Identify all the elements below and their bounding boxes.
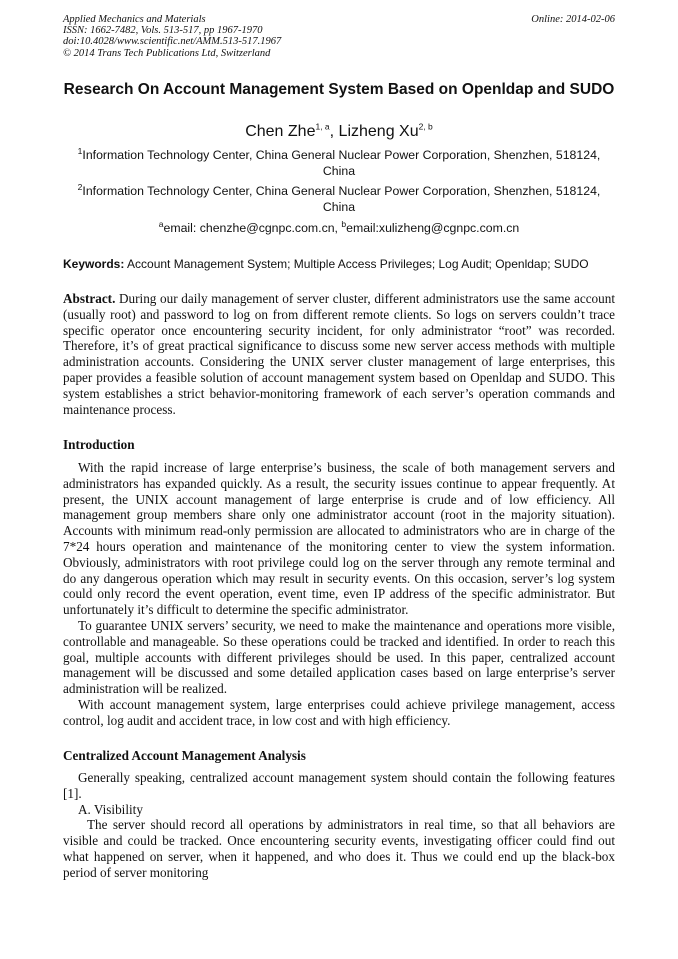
abstract-text: During our daily management of server cluster, different administrators use the same account (usually root) and password to log on from different remote clients. So logs on servers couldn’t trace specific operator once encountering security incident, for only administrator “root” was recorded. Therefore, it’s of great practical significance to discuss some new server access methods with multiple administration accounts. Considering the UNIX server cluster management of large enterprises, this paper provides a feasible solution of account management system based on Openldap and SUDO. This system establishes a strict behavior-monitoring framework of each server’s operation commands and maintenance process. <box>63 291 615 417</box>
email-a: email: chenzhe@cgnpc.com.cn, <box>163 221 342 235</box>
intro-paragraph: With the rapid increase of large enterprise’s business, the scale of both management servers and administrators has expanded quickly. As a result, the security issues continue to appear frequently. At present, the UNIX account management of large enterprise is crude and of low efficiency. All management group members share only one administrator account (root in the majority situation). Accounts with minimum read-only permission are allocated to administrators who are in charge of the 7*24 hours operation and maintenance of the monitoring center to view the system information. Obviously, administrators with root privilege could log on the server through any remote terminal and do any dangerous operation which may result in security events. On this occasion, server’s log system could only record the event operation, event time, even IP address of the specific administrator. But unfortunately it’s difficult to determine the specific administrator. <box>63 460 615 618</box>
copyright-line: © 2014 Trans Tech Publications Ltd, Switzerland <box>63 47 271 59</box>
affiliation-1 <box>63 145 615 179</box>
affiliation-1-text: Information Technology Center, China General Nuclear Power Corporation, Shenzhen, 518124, China <box>82 148 601 178</box>
author-2-name: Lizheng Xu <box>338 123 419 140</box>
online-date: Online: 2014-02-06 <box>531 14 615 25</box>
introduction-body <box>63 460 615 729</box>
intro-paragraph: With account management system, large enterprises could achieve privilege management, access control, log audit and accident trace, in low cost and with high efficiency. <box>63 696 615 728</box>
email-a-sup: a <box>158 218 164 229</box>
centralized-body <box>63 770 615 881</box>
journal-header <box>63 14 615 59</box>
email-b: email:xulizheng@cgnpc.com.cn <box>346 221 520 235</box>
keywords-text: Account Management System; Multiple Access Privileges; Log Audit; Openldap; SUDO <box>124 257 589 271</box>
journal-name: Applied Mechanics and Materials <box>63 14 206 25</box>
author-line <box>63 122 615 142</box>
abstract <box>63 291 615 417</box>
author-2-sup: 2, b <box>418 121 433 132</box>
introduction-heading: Introduction <box>63 437 135 452</box>
issn-line: ISSN: 1662-7482, Vols. 513-517, pp 1967-1970 <box>63 25 263 37</box>
visibility-subheading: A. Visibility <box>78 801 143 817</box>
doi-line: doi:10.4028/www.scientific.net/AMM.513-517.1967 <box>63 36 282 48</box>
visibility-paragraph: The server should record all operations by administrators in real time, so that all behaviors are visible and could be tracked. Once encountering security events, investigating officer could find out what happened on server, when it happened, and who does it. Thus we could end up the black-box period of server monitoring <box>63 817 615 880</box>
author-1-sup: 1, a <box>315 121 330 132</box>
centralized-paragraph: Generally speaking, centralized account management system should contain the following features [1]. <box>63 770 615 801</box>
affiliation-2-text: Information Technology Center, China General Nuclear Power Corporation, Shenzhen, 518124, China <box>82 184 601 214</box>
keywords-label: Keywords: <box>63 257 125 271</box>
centralized-heading: Centralized Account Management Analysis <box>63 748 306 763</box>
email-line <box>63 218 615 236</box>
email-b-sup: b <box>341 218 347 229</box>
author-separator: , <box>329 123 339 140</box>
affiliation-1-sup: 1 <box>77 145 83 156</box>
intro-paragraph: To guarantee UNIX servers’ security, we need to make the maintenance and operations more visible, controllable and manageable. So these operations could be tracked and identified. In order to reach this goal, multiple accounts with different privileges should be used. In this paper, centralized account management will be discussed and some detailed application cases based on large enterprise’s server administration will be realized. <box>63 617 615 697</box>
keywords <box>63 257 623 272</box>
affiliation-2-sup: 2 <box>77 181 83 192</box>
affiliation-2 <box>63 181 615 215</box>
author-1-name: Chen Zhe <box>245 123 316 140</box>
abstract-label: Abstract. <box>63 291 116 306</box>
paper-title: Research On Account Management System Based on Openldap and SUDO <box>63 81 615 98</box>
